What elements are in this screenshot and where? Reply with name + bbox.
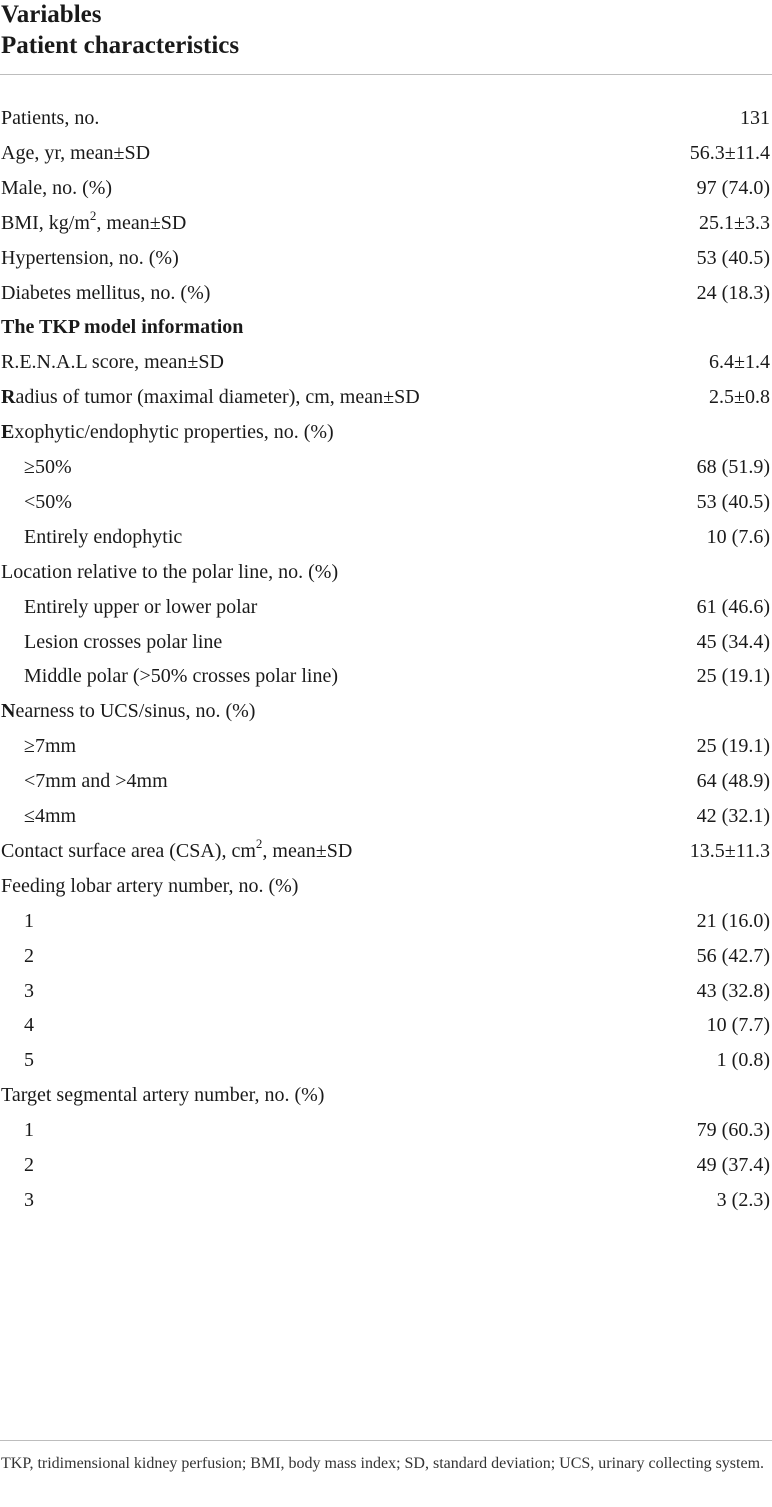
row-value: 131 [740, 107, 770, 129]
row-label-text: 1 [24, 909, 34, 932]
row-label [24, 729, 76, 763]
row-label [24, 1043, 34, 1077]
table-row [0, 729, 772, 763]
row-value: 3 (2.3) [716, 1188, 770, 1211]
row-value: 49 (37.4) [696, 1154, 770, 1176]
row-value: 53 (40.5) [696, 246, 770, 269]
row-value: 79 (60.3) [696, 1119, 770, 1142]
row-label-text: Hypertension, no. (%) [1, 246, 179, 269]
row-label [1, 136, 150, 170]
row-value: 24 (18.3) [696, 281, 770, 304]
row-label [1, 380, 420, 414]
row-label [24, 1183, 34, 1217]
table-row [0, 345, 772, 379]
row-label [24, 799, 76, 833]
row-label-text: 3 [24, 1188, 34, 1211]
row-label [24, 974, 34, 1008]
row-value: 68 (51.9) [696, 456, 770, 478]
row-label-text: <7mm and >4mm [24, 770, 168, 793]
row-label [1, 345, 224, 379]
row-label-superscript: 2 [255, 836, 263, 852]
row-value: 21 (16.0) [696, 909, 770, 932]
row-value: 6.4±1.4 [709, 351, 770, 374]
table-row [0, 590, 772, 624]
row-label [24, 450, 72, 484]
row-value: 45 (34.4) [696, 630, 770, 653]
row-label [1, 1078, 324, 1112]
row-label [1, 555, 338, 589]
table-row [0, 1183, 772, 1217]
row-label [1, 276, 210, 310]
table-row [0, 799, 772, 833]
row-label-text: Feeding lobar artery number, no. (%) [1, 874, 299, 897]
row-value: 10 (7.7) [706, 1014, 770, 1037]
header-divider [0, 74, 772, 75]
row-label [1, 834, 352, 868]
row-label-text: adius of tumor (maximal diameter), cm, mean±SD [15, 386, 420, 409]
row-label [1, 310, 243, 344]
table-row [0, 450, 772, 484]
table-row [0, 659, 772, 693]
table-row [0, 1078, 772, 1112]
row-label [24, 1113, 34, 1147]
row-value: 42 (32.1) [696, 805, 770, 827]
row-label-text: Diabetes mellitus, no. (%) [1, 281, 211, 304]
row-label-text: ≥50% [24, 456, 72, 478]
row-label-text: R.E.N.A.L score, mean±SD [1, 351, 224, 374]
table-row [0, 520, 772, 554]
row-value: 10 (7.6) [706, 525, 770, 548]
section-row [0, 310, 772, 344]
row-label-text: Male, no. (%) [1, 176, 113, 199]
row-label-text: Entirely endophytic [24, 525, 183, 548]
row-label-lead-letter: N [1, 700, 16, 723]
table-row [0, 834, 772, 868]
table-row [0, 869, 772, 903]
table-row [0, 1008, 772, 1042]
footer-divider [0, 1440, 772, 1441]
row-label-text: 1 [24, 1119, 34, 1142]
row-value: 53 (40.5) [696, 490, 770, 513]
row-label-text: ≤4mm [24, 805, 77, 827]
row-label [24, 1148, 34, 1182]
row-value: 64 (48.9) [696, 770, 770, 793]
row-label [1, 869, 298, 903]
row-value: 25.1±3.3 [699, 211, 770, 234]
row-label [1, 206, 186, 240]
row-label-text: Contact surface area (CSA), cm [1, 839, 256, 862]
row-value: 1 (0.8) [716, 1049, 770, 1072]
row-label-text: The TKP model information [1, 316, 244, 339]
row-value: 25 (19.1) [696, 665, 770, 688]
row-value: 25 (19.1) [696, 735, 770, 758]
row-label [24, 625, 222, 659]
table-row [0, 555, 772, 589]
row-label-lead-letter: E [1, 421, 15, 444]
row-label-text: Target segmental artery number, no. (%) [1, 1084, 325, 1107]
table-row [0, 1113, 772, 1147]
table-row [0, 625, 772, 659]
row-label-suffix: , mean±SD [96, 211, 187, 234]
row-label [24, 485, 72, 519]
row-label [24, 1008, 34, 1042]
row-label-text: 3 [24, 979, 34, 1002]
row-label-text: Location relative to the polar line, no. (%) [1, 560, 339, 583]
row-label-text: Entirely upper or lower polar [24, 595, 258, 618]
header-variables: Variables [1, 1, 102, 28]
row-label [1, 415, 334, 449]
row-label-text: 5 [24, 1049, 34, 1072]
table-row [0, 974, 772, 1008]
table-row [0, 415, 772, 449]
row-value: 43 (32.8) [696, 979, 770, 1002]
row-label [1, 694, 255, 728]
table-row [0, 1148, 772, 1182]
row-label-text: 4 [24, 1014, 34, 1037]
row-label [24, 904, 34, 938]
row-label-text: ≥7mm [24, 735, 77, 758]
row-label [24, 939, 34, 973]
row-label [24, 520, 182, 554]
row-label-text: Middle polar (>50% crosses polar line) [24, 665, 338, 688]
row-label-text: 2 [24, 1154, 34, 1176]
row-label [1, 171, 112, 205]
row-label [1, 241, 179, 275]
table-row [0, 485, 772, 519]
row-value: 13.5±11.3 [689, 839, 770, 862]
row-label-suffix: , mean±SD [262, 839, 353, 862]
table-row [0, 904, 772, 938]
table-row [0, 136, 772, 170]
row-label [24, 590, 257, 624]
row-value: 61 (46.6) [696, 595, 770, 618]
row-label-text: BMI, kg/m [1, 211, 90, 234]
row-label-text: Age, yr, mean±SD [1, 141, 151, 164]
table-row [0, 380, 772, 414]
table-row [0, 694, 772, 728]
row-value: 56 (42.7) [696, 944, 770, 967]
table-row [0, 171, 772, 205]
table-row [0, 276, 772, 310]
row-label-text: xophytic/endophytic properties, no. (%) [14, 421, 334, 444]
row-label-text: 2 [24, 944, 34, 967]
row-label-text: earness to UCS/sinus, no. (%) [15, 700, 256, 723]
table-row [0, 764, 772, 798]
row-value: 97 (74.0) [696, 176, 770, 199]
table-row [0, 939, 772, 973]
table-row [0, 241, 772, 275]
table-row [0, 206, 772, 240]
row-label-text: Lesion crosses polar line [24, 630, 223, 653]
row-label [24, 659, 338, 693]
row-label-superscript: 2 [89, 208, 97, 224]
table-row [0, 1043, 772, 1077]
row-label [1, 101, 99, 135]
table-footnote: TKP, tridimensional kidney perfusion; BMI, body mass index; SD, standard deviation; UCS, urinary collecting system. [1, 1455, 765, 1472]
row-value: 56.3±11.4 [689, 141, 770, 164]
row-label-lead-letter: R [1, 386, 16, 409]
header-patient-characteristics: Patient characteristics [1, 32, 240, 59]
row-label [24, 764, 168, 798]
row-value: 2.5±0.8 [709, 386, 770, 409]
row-label-text: Patients, no. [1, 107, 100, 129]
table-row [0, 101, 772, 135]
row-label-text: <50% [24, 490, 72, 513]
